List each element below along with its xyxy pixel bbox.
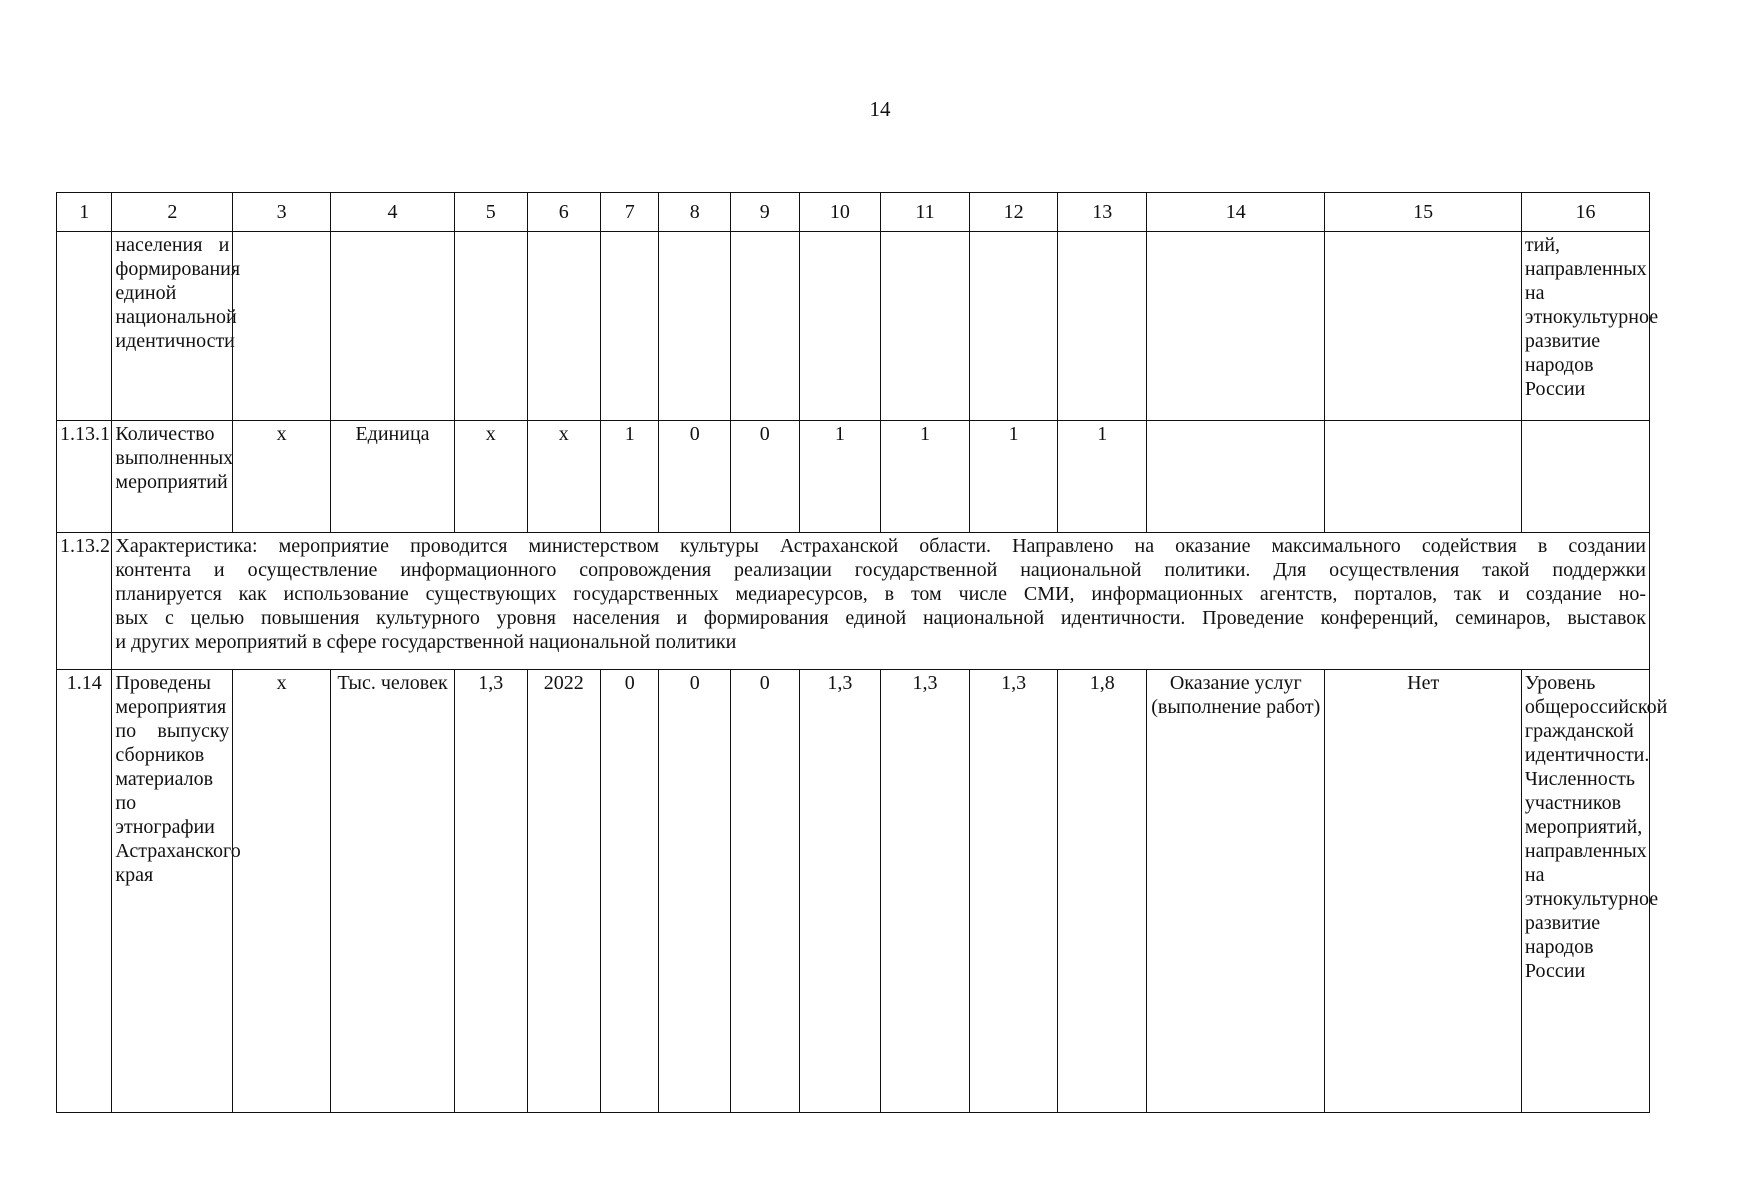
- cell-value: 0: [659, 421, 731, 533]
- header-cell: 13: [1058, 193, 1147, 232]
- cell-value: х: [454, 421, 527, 533]
- cell-value: 0: [659, 670, 731, 1113]
- header-cell: 7: [601, 193, 659, 232]
- cell-value: 1: [881, 421, 970, 533]
- cell-value: Нет: [1325, 670, 1521, 1113]
- header-cell: 9: [731, 193, 800, 232]
- cell-name: Количество выполненных мероприятий: [112, 421, 233, 533]
- header-cell: 3: [233, 193, 331, 232]
- table-row-1-13-2: [57, 533, 1650, 670]
- cell-value: 0: [731, 670, 800, 1113]
- characteristic-line: вых с целью повышения культурного уровня населения и формирования единой национальной идентичности. Проведение конференций, семинаров, выставок: [115, 607, 1646, 629]
- cell-row-number: 1.14: [57, 670, 112, 1113]
- cell-empty: [1325, 232, 1521, 421]
- table-row-1-14: [57, 670, 1650, 1113]
- cell-value: 1: [969, 421, 1058, 533]
- characteristic-line: планируется как использование существующих государственных медиаресурсов, в том числе СМИ, информационных агентств, порталов, так и создание но-: [115, 583, 1646, 605]
- table-header-row: [57, 193, 1650, 232]
- cell-indicator-continuation: тий, направленных на этнокультурное развитие народов России: [1521, 232, 1649, 421]
- program-table: [56, 192, 1668, 1113]
- cell-value: х: [233, 670, 331, 1113]
- characteristic-line: и других мероприятий в сфере государственной национальной политики: [115, 631, 737, 653]
- cell-unit: Единица: [331, 421, 455, 533]
- characteristic-line: Характеристика: мероприятие проводится министерством культуры Астраханской области. Направлено на оказание максимального содействия в создании: [115, 535, 1646, 557]
- cell-empty: [969, 232, 1058, 421]
- cell-empty: [454, 232, 527, 421]
- cell-row-number: 1.13.1: [57, 421, 112, 533]
- cell-empty: [1058, 232, 1147, 421]
- cell-empty: [57, 232, 112, 421]
- cell-value: 1: [601, 421, 659, 533]
- cell-value: 1,3: [454, 670, 527, 1113]
- header-cell: 5: [454, 193, 527, 232]
- cell-indicator: Уровень общероссийской гражданской идентичности. Численность участников мероприятий, направленных на этнокультурное развитие народов России: [1521, 670, 1649, 1113]
- cell-value: 2022: [527, 670, 601, 1113]
- header-cell: 6: [527, 193, 601, 232]
- cell-value: 1,3: [881, 670, 970, 1113]
- header-cell: 8: [659, 193, 731, 232]
- cell-empty: [1147, 232, 1325, 421]
- cell-empty: [331, 232, 455, 421]
- cell-empty: [659, 232, 731, 421]
- cell-empty: [233, 232, 331, 421]
- cell-value: [1325, 421, 1521, 533]
- cell-value: 1,3: [799, 670, 881, 1113]
- cell-empty: [881, 232, 970, 421]
- page-number: 14: [869, 97, 891, 121]
- cell-empty: [731, 232, 800, 421]
- cell-name-continuation: населения и формирования единой национальной идентичности: [112, 232, 233, 421]
- cell-empty: [799, 232, 881, 421]
- cell-value: 1: [799, 421, 881, 533]
- table-row-1-13-1: [57, 421, 1650, 533]
- header-cell: 16: [1521, 193, 1649, 232]
- header-cell: 4: [331, 193, 455, 232]
- cell-value: [1147, 421, 1325, 533]
- cell-value: [1521, 421, 1649, 533]
- cell-service-type: Оказание услуг (выполнение работ): [1147, 670, 1325, 1113]
- header-cell: 10: [799, 193, 881, 232]
- cell-value: 1,8: [1058, 670, 1147, 1113]
- characteristic-line: контента и осуществление информационного сопровождения реализации государственной национальной политики. Для осуществления такой поддержки: [115, 559, 1646, 581]
- table-row-continuation: [57, 232, 1650, 421]
- header-cell: 14: [1147, 193, 1325, 232]
- cell-value: 0: [601, 670, 659, 1113]
- cell-value: х: [233, 421, 331, 533]
- header-cell: 15: [1325, 193, 1521, 232]
- header-cell: 2: [112, 193, 233, 232]
- cell-value: х: [527, 421, 601, 533]
- header-cell: 12: [969, 193, 1058, 232]
- cell-empty: [527, 232, 601, 421]
- cell-value: 0: [731, 421, 800, 533]
- header-cell: 1: [57, 193, 112, 232]
- cell-row-number: 1.13.2: [57, 533, 112, 670]
- cell-value: 1: [1058, 421, 1147, 533]
- cell-characteristic: [112, 533, 1650, 670]
- cell-unit: Тыс. человек: [331, 670, 455, 1113]
- header-cell: 11: [881, 193, 970, 232]
- cell-empty: [601, 232, 659, 421]
- cell-name: Проведены мероприятия по выпуску сборников материалов по этнографии Астраханского края: [112, 670, 233, 1113]
- cell-value: 1,3: [969, 670, 1058, 1113]
